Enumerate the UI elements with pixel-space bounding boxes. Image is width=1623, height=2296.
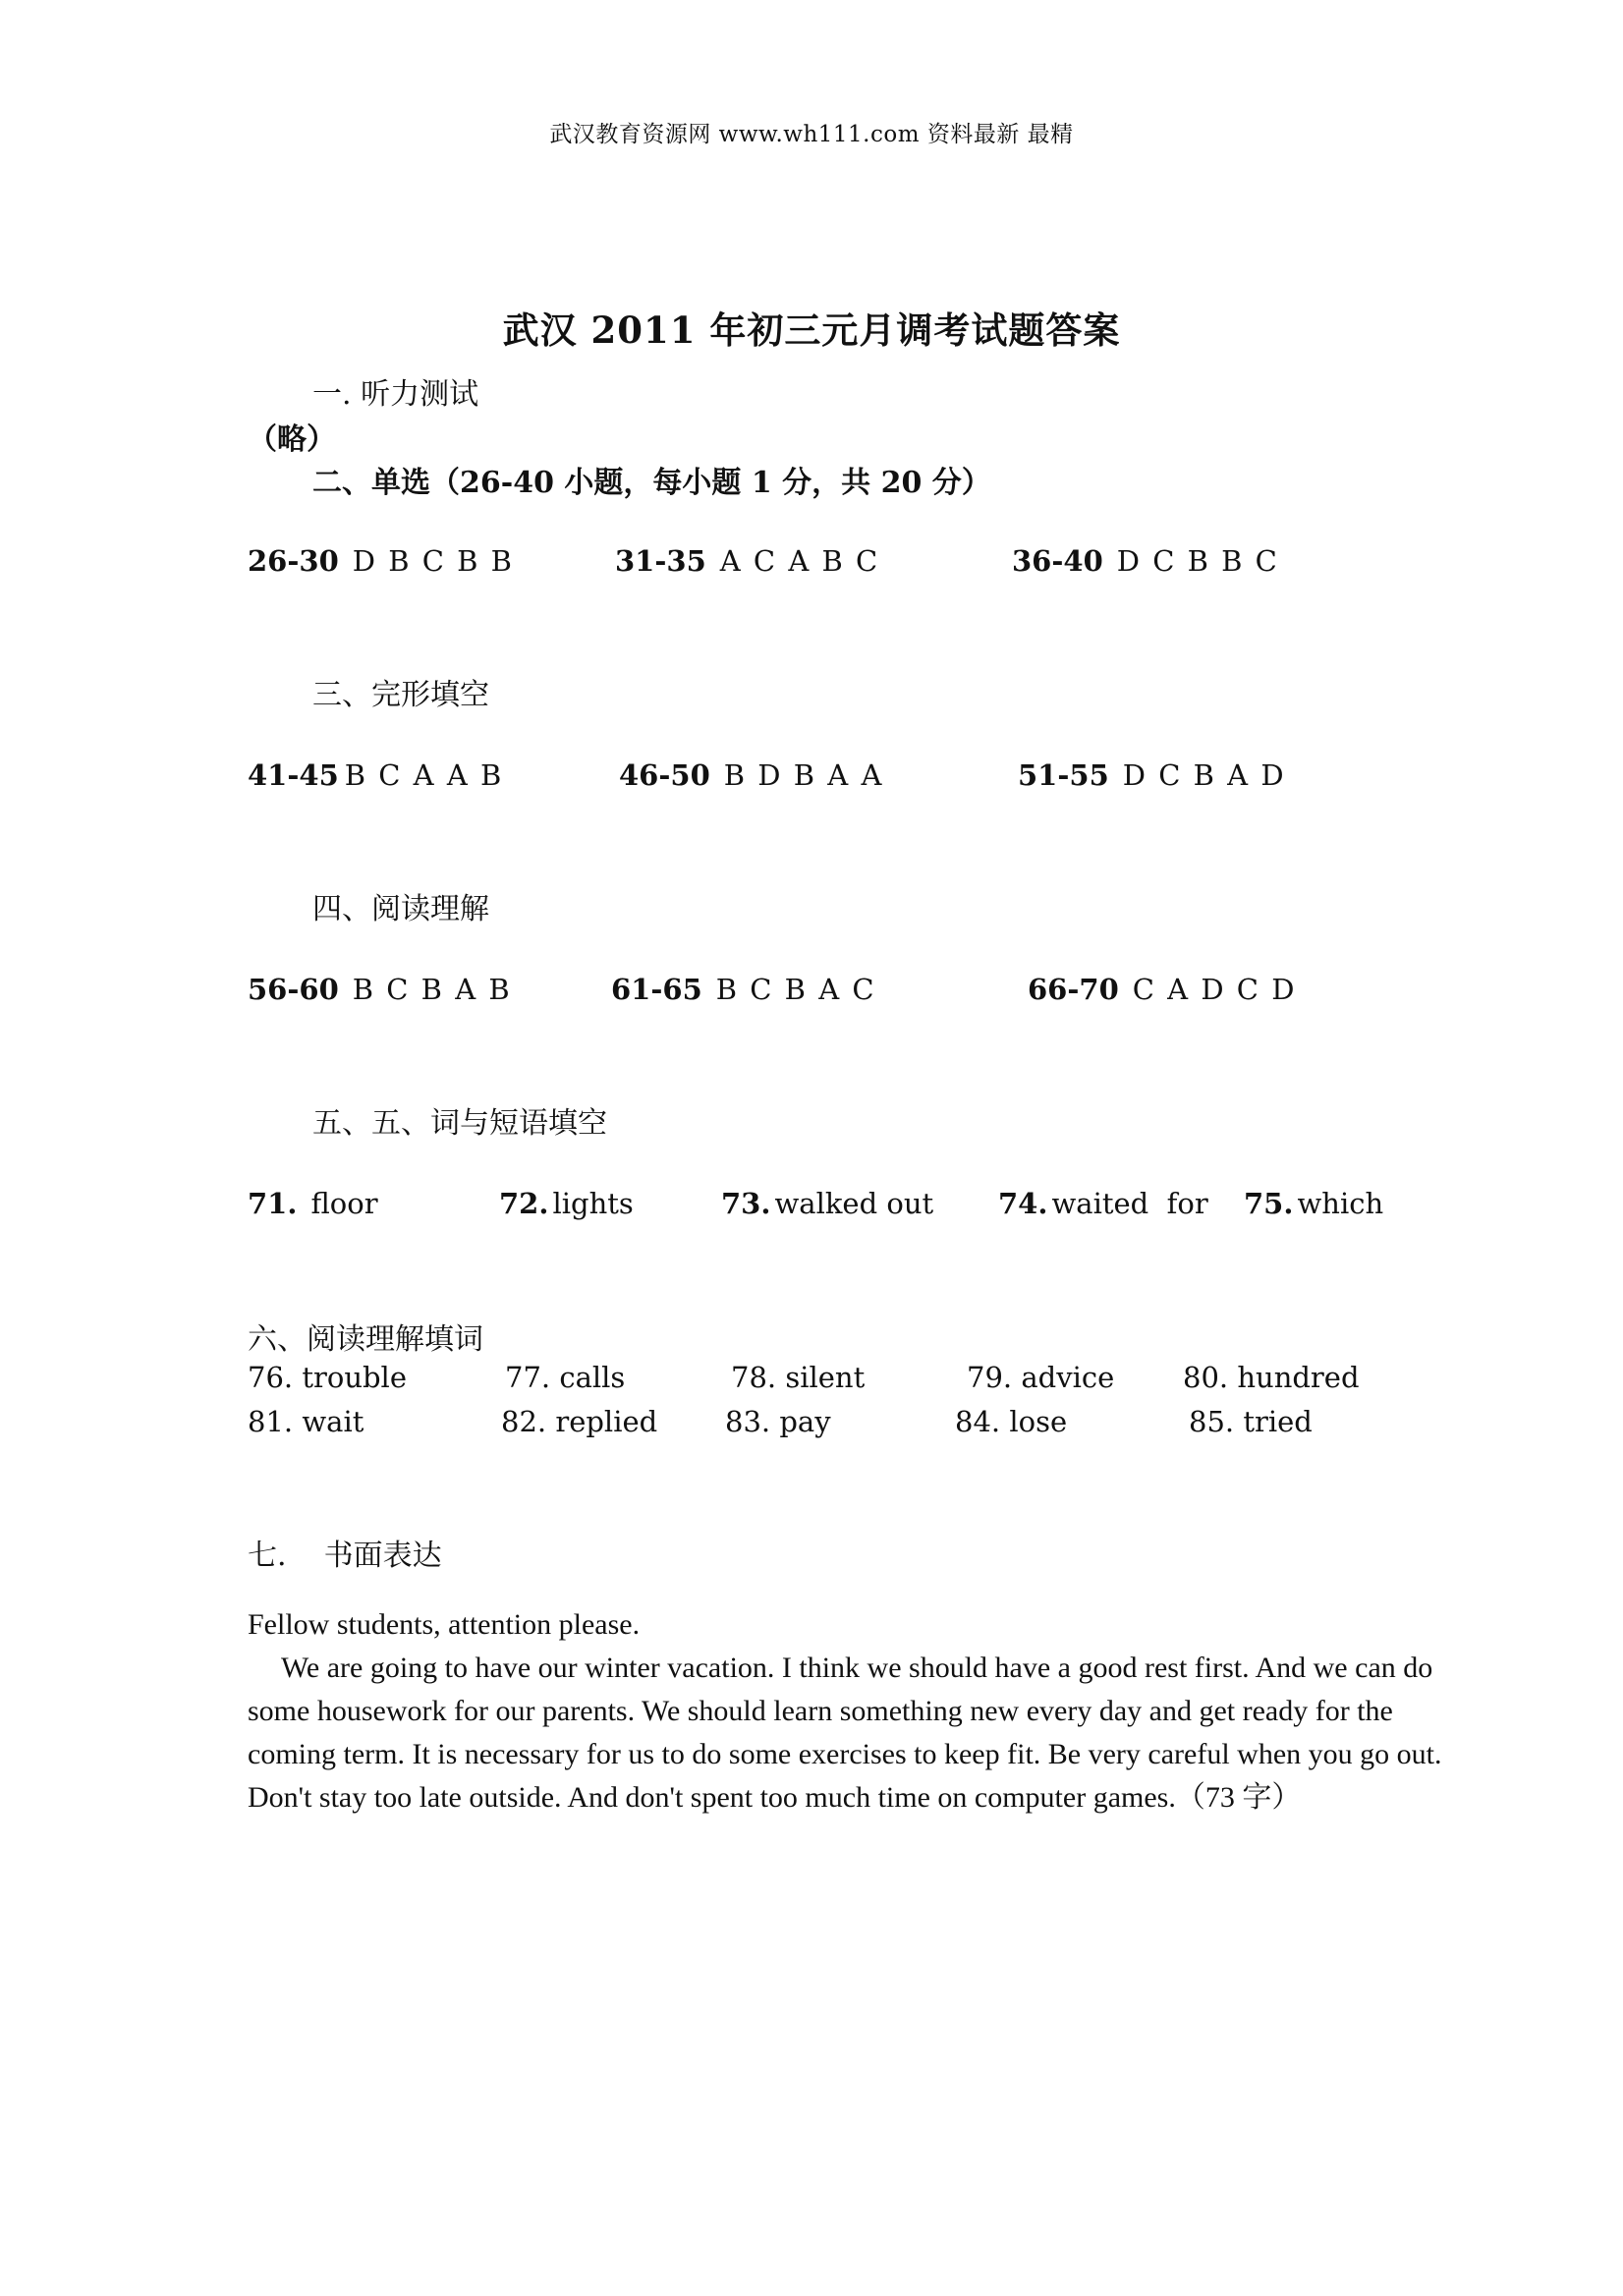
answer-group: [611, 973, 876, 1006]
item-answer: walked out: [774, 1187, 934, 1220]
answer-group: [1018, 758, 1286, 792]
fill-item: [721, 1187, 933, 1220]
word-item: 76. trouble: [248, 1361, 407, 1394]
section-6-heading: 六、阅读理解填词: [248, 1322, 483, 1357]
essay: [248, 1603, 1446, 1820]
fill-item: [499, 1187, 634, 1220]
item-number: 74.: [998, 1187, 1048, 1220]
answer-letters: B C B A C: [715, 973, 876, 1006]
answer-group: [1012, 544, 1279, 578]
answer-letters: D C B B C: [1116, 544, 1279, 578]
answer-range: 41-45: [248, 758, 339, 792]
answer-range: 66-70: [1028, 973, 1119, 1006]
answer-group: [248, 758, 503, 792]
item-number: 71.: [248, 1187, 298, 1220]
word-item: 82. replied: [501, 1405, 658, 1438]
essay-greeting: Fellow students, attention please.: [248, 1608, 641, 1641]
answer-range: 26-30: [248, 544, 339, 578]
item-number: 75.: [1244, 1187, 1294, 1220]
section-3-heading: 三、完形填空: [312, 678, 489, 712]
answer-group: [619, 758, 883, 792]
item-number: 72.: [499, 1187, 549, 1220]
word-item: 85. tried: [1189, 1405, 1313, 1438]
answer-range: 61-65: [611, 973, 702, 1006]
item-answer: floor: [310, 1187, 378, 1220]
answer-letters: B D B A A: [723, 758, 884, 792]
section-5-heading: 五、五、词与短语填空: [312, 1106, 607, 1141]
essay-body: We are going to have our winter vacation. I think we should have a good rest first. And we can do some housework for our parents. We should learn something new every day and get ready for the coming term. It is necessary for us to do some exercises to keep fit. Be very careful when you go out. Don't stay too late outside. And don't spent too much time on computer games.（73 字）: [248, 1652, 1442, 1814]
section-1-heading: 一. 听力测试: [312, 377, 479, 412]
answer-range: 36-40: [1012, 544, 1103, 578]
answer-letters: B C A A B: [344, 758, 504, 792]
item-answer: which: [1297, 1187, 1384, 1220]
answer-range: 46-50: [619, 758, 710, 792]
word-item: 83. pay: [725, 1405, 831, 1438]
answer-group: [248, 973, 512, 1006]
word-item: 80. hundred: [1183, 1361, 1360, 1394]
word-item: 84. lose: [955, 1405, 1068, 1438]
word-item: 78. silent: [731, 1361, 866, 1394]
section-2-heading: 二、单选（26-40 小题，每小题 1 分，共 20 分）: [312, 466, 991, 500]
answer-letters: C A D C D: [1132, 973, 1297, 1006]
page-header: 武汉教育资源网 www.wh111.com 资料最新 最精: [549, 122, 1074, 147]
word-item: 81. wait: [248, 1405, 364, 1438]
word-item: 79. advice: [967, 1361, 1115, 1394]
answer-letters: D C B A D: [1122, 758, 1286, 792]
answer-letters: B C B A B: [352, 973, 512, 1006]
item-answer: waited for: [1051, 1187, 1208, 1220]
answer-range: 51-55: [1018, 758, 1109, 792]
answer-group: [1028, 973, 1296, 1006]
section-4-heading: 四、阅读理解: [312, 892, 489, 926]
fill-item: [1244, 1187, 1383, 1220]
answer-group: [248, 544, 514, 578]
section-7-heading: 七. 书面表达: [248, 1539, 442, 1573]
item-number: 73.: [721, 1187, 771, 1220]
answer-letters: D B C B B: [352, 544, 514, 578]
answer-letters: A C A B C: [719, 544, 880, 578]
fill-item: [998, 1187, 1208, 1220]
item-answer: lights: [552, 1187, 634, 1220]
word-item: 77. calls: [505, 1361, 626, 1394]
fill-item: [248, 1187, 378, 1220]
answer-group: [615, 544, 879, 578]
section-1-note: （略）: [248, 422, 336, 457]
page-title: 武汉 2011 年初三元月调考试题答案: [502, 308, 1121, 352]
answer-range: 56-60: [248, 973, 339, 1006]
answer-range: 31-35: [615, 544, 706, 578]
